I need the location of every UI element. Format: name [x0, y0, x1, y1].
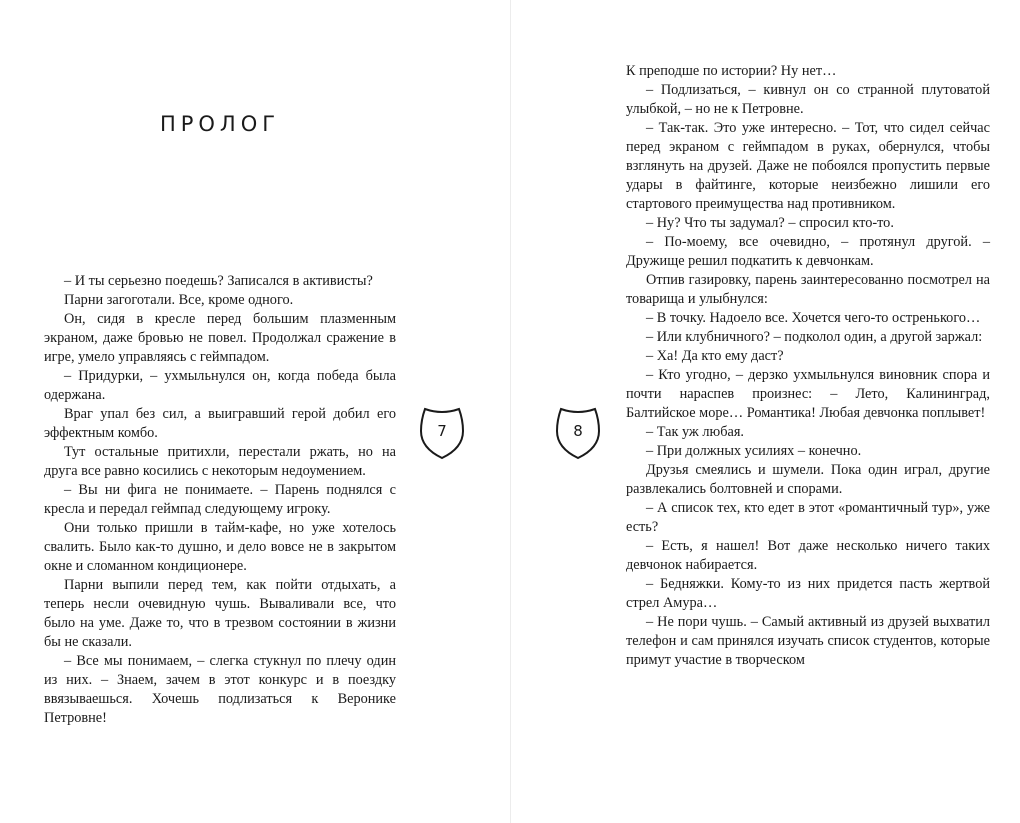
paragraph: – Ха! Да кто ему даст?	[646, 348, 784, 364]
paragraph: – Или клубничного? – подколол один, а другой заржал:	[646, 329, 983, 345]
paragraph: – А список тех, кто едет в этот «романтичный тур», уже есть?	[626, 500, 990, 535]
paragraph: – Есть, я нашел! Вот даже несколько ничего таких девчонок набирается.	[626, 538, 990, 573]
paragraph: – Придурки, – ухмыльнулся он, когда победа была одержана.	[44, 368, 396, 403]
paragraph: – Вы ни фига не понимаете. – Парень поднялся с кресла и передал геймпад следующему игроку.	[44, 482, 396, 517]
page-number: 8	[573, 422, 583, 440]
paragraph: – В точку. Надоело все. Хочется чего-то остренького…	[646, 310, 981, 326]
page-number-badge	[419, 406, 465, 460]
paragraph: – Бедняжки. Кому-то из них придется пасть жертвой стрел Амура…	[626, 576, 990, 611]
paragraph-continued: К преподше по истории? Ну нет…	[626, 63, 837, 79]
paragraph: – Все мы понимаем, – слегка стукнул по плечу один из них. – Знаем, зачем в этот конкурс и в поездку ввязываешься. Хочешь подлизаться к Веронике Петровне!	[44, 653, 396, 726]
paragraph: Друзья смеялись и шумели. Пока один играл, другие развлекались болтовней и спорами.	[626, 462, 990, 497]
paragraph: Они только пришли в тайм-кафе, но уже хотелось свалить. Было как-то душно, и дело вовсе не в закрытом окне и сломанном кондиционере.	[44, 520, 396, 574]
paragraph: Он, сидя в кресле перед большим плазменным экраном, даже бровью не повел. Продолжал сражение в игре, умело управляясь с геймпадом.	[44, 311, 396, 365]
left-page-text	[44, 272, 396, 728]
paragraph: – И ты серьезно поедешь? Записался в активисты?	[64, 273, 373, 289]
page-number: 7	[437, 422, 447, 440]
paragraph: – Подлизаться, – кивнул он со странной плутоватой улыбкой, – но не к Петровне.	[626, 82, 990, 117]
paragraph: Тут остальные притихли, перестали ржать, но на друга все равно косились с некоторым недоумением.	[44, 444, 396, 479]
paragraph: – Кто угодно, – дерзко ухмыльнулся виновник спора и почти нараспев произнес: – Лето, Калининград, Балтийское море… Романтика! Любая девчонка поплывет!	[626, 367, 990, 421]
right-page	[511, 0, 1020, 823]
paragraph: Парни выпили перед тем, как пойти отдыхать, а теперь несли очевидную чушь. Вываливали все, что было на уме. Даже то, что в трезвом состоянии в жизни бы не сказали.	[44, 577, 396, 650]
paragraph: – Так уж любая.	[646, 424, 744, 440]
paragraph: – Ну? Что ты задумал? – спросил кто-то.	[646, 215, 894, 231]
paragraph: Враг упал без сил, а выигравший герой добил его эффектным комбо.	[44, 406, 396, 441]
paragraph: Отпив газировку, парень заинтересованно посмотрел на товарища и улыбнулся:	[626, 272, 990, 307]
paragraph: – Так-так. Это уже интересно. – Тот, что сидел сейчас перед экраном с геймпадом в руках, обернулся, чтобы взглянуть на друзей. Даже не побоялся пропустить первые удары в файтинге, которые неизбежно лишили его стартового преимущества над противником.	[626, 120, 990, 212]
paragraph: – По-моему, все очевидно, – протянул другой. – Дружище решил подкатить к девчонкам.	[626, 234, 990, 269]
paragraph: – Не пори чушь. – Самый активный из друзей выхватил телефон и сам принялся изучать список студентов, которые примут участие в творческом	[626, 614, 990, 668]
chapter-title: ПРОЛОГ	[159, 112, 281, 136]
page-number-badge	[555, 406, 601, 460]
paragraph: – При должных усилиях – конечно.	[646, 443, 862, 459]
paragraph: Парни загоготали. Все, кроме одного.	[64, 292, 294, 308]
right-page-text	[626, 62, 990, 670]
